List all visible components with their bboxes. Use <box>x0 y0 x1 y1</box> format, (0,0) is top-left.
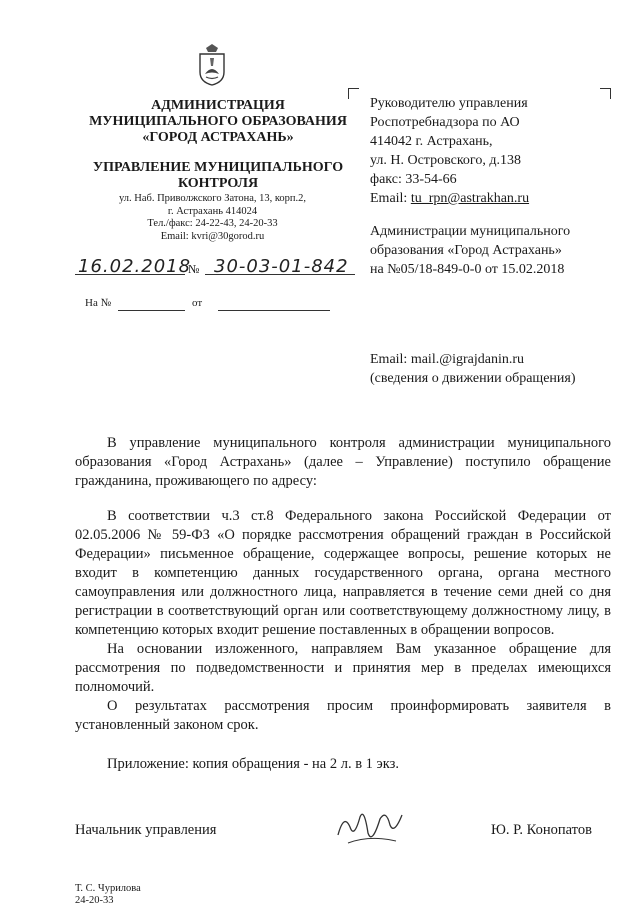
executor-block <box>75 883 141 907</box>
paragraph-forwarding: На основании изложенного, направляем Вам указанное обращение для рассмотрения по подведомственности и принятия мер в пределах имеющихся полномочий. <box>75 641 611 695</box>
recipient-line-2: Роспотребнадзора по АО <box>370 115 520 130</box>
email-line: Email: kvri@30gorod.ru <box>160 230 265 242</box>
recipient-line-3: 414042 г. Астрахань, <box>370 134 493 149</box>
org-name <box>78 98 358 146</box>
address-corner-left <box>348 88 359 99</box>
recipient-email-link[interactable]: tu_rpn@astrakhan.ru <box>410 191 530 206</box>
department-name <box>78 160 358 192</box>
dept-line-1: УПРАВЛЕНИЕ МУНИЦИПАЛЬНОГО <box>92 160 344 175</box>
coat-of-arms-emblem <box>196 44 228 86</box>
ref-number-line <box>118 298 185 311</box>
attachment-line: Приложение: копия обращения - на 2 л. в 1 экз. <box>107 756 399 772</box>
paragraph-result: О результатах рассмотрения просим проинформировать заявителя в установленный законом срок. <box>75 698 611 733</box>
recipient-line-4: ул. Н. Островского, д.138 <box>370 153 521 168</box>
outgoing-number: 30-03-01-842 <box>214 256 349 277</box>
ref-label: На № <box>85 297 112 309</box>
applicant-email: Email: mail.@igrajdanin.ru <box>370 352 525 367</box>
org-line-3: «ГОРОД АСТРАХАНЬ» <box>142 130 294 145</box>
handwritten-signature <box>330 805 410 850</box>
paragraph-intro: В управление муниципального контроля администрации муниципального образования «Город Астрахань» (далее – Управление) поступило обращение гражданина, проживающего по адресу: <box>75 435 611 489</box>
department-contacts <box>95 193 330 243</box>
admin-line-1: Администрации муниципального <box>370 224 571 239</box>
applicant-block <box>370 350 576 388</box>
admin-block <box>370 222 570 279</box>
signatory-title: Начальник управления <box>75 822 217 838</box>
ref-date-line <box>218 298 330 311</box>
signatory-name: Ю. Р. Конопатов <box>491 822 592 838</box>
executor-name: Т. С. Чурилова <box>75 883 141 894</box>
address-line-2: г. Астрахань 414024 <box>167 205 258 217</box>
executor-phone: 24-20-33 <box>75 895 114 906</box>
org-line-2: МУНИЦИПАЛЬНОГО ОБРАЗОВАНИЯ <box>89 114 347 129</box>
ref-from-label: от <box>192 297 203 309</box>
admin-line-3: на №05/18-849-0-0 от 15.02.2018 <box>370 262 565 277</box>
recipient-line-5: факс: 33-54-66 <box>370 172 457 187</box>
number-symbol: № <box>188 262 200 276</box>
dept-line-2: КОНТРОЛЯ <box>177 176 259 191</box>
org-line-1: АДМИНИСТРАЦИЯ <box>151 98 285 113</box>
recipient-block <box>370 94 529 208</box>
address-corner-right <box>600 88 611 99</box>
recipient-line-1: Руководителю управления <box>370 96 528 111</box>
recipient-email-label: Email: <box>370 191 411 206</box>
applicant-note: (сведения о движении обращения) <box>370 371 576 386</box>
phone-line: Тел./факс: 24-22-43, 24-20-33 <box>147 218 278 229</box>
paragraph-law: В соответствии ч.3 ст.8 Федерального закона Российской Федерации от 02.05.2006 № 59-ФЗ «О порядке рассмотрения обращений граждан в Российской Федерации» письменное обращение, содержащее вопросы, решение которых не входит в компетенцию данных государственного органа, органа местного самоуправления или должностного лица, направляется в течение семи дней со дня регистрации в соответствующий орган или соответствующему должностному лицу, в компетенцию которых входит решение поставленных в обращении вопросов. <box>75 508 611 638</box>
admin-line-2: образования «Город Астрахань» <box>370 243 562 258</box>
address-line-1: ул. Наб. Приволжского Затона, 13, корп.2, <box>118 193 307 204</box>
outgoing-date: 16.02.2018 <box>78 256 192 277</box>
letter-body <box>75 434 611 774</box>
recipient-email <box>370 189 529 208</box>
